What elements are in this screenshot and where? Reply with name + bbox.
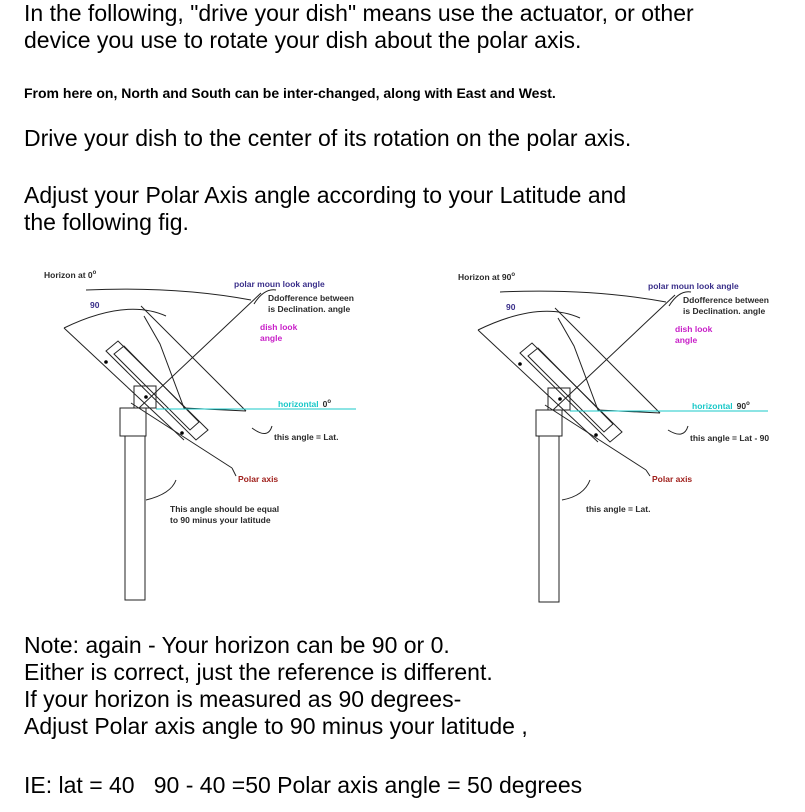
line-polar-left — [478, 330, 598, 442]
dot-3 — [104, 360, 108, 364]
mount-pole — [539, 436, 559, 602]
line-moun — [553, 295, 675, 410]
dot-2 — [180, 431, 184, 435]
note-line-2: Either is correct, just the reference is different. — [24, 659, 493, 685]
intro-paragraph — [24, 0, 694, 54]
polar-axis-label: Polar axis — [652, 474, 693, 484]
horizon-label: Horizon at 90$^o$ — [458, 272, 516, 282]
ninety-label: 90 — [506, 302, 516, 312]
dish-look-line-2: angle — [675, 335, 698, 345]
polar-moun-label: polar moun look angle — [234, 279, 325, 289]
difference-line-1: Ddofference between — [268, 293, 354, 303]
note-line-3: If your horizon is measured as 90 degrees- — [24, 686, 462, 712]
figure-horizon-0 — [36, 258, 376, 608]
polar-axis-label: Polar axis — [238, 474, 279, 484]
adjust-paragraph — [24, 182, 626, 236]
figure-horizon-90 — [450, 258, 795, 608]
mount-pole — [125, 436, 145, 600]
adjust-line-2: the following fig. — [24, 209, 189, 235]
dot-1 — [144, 395, 148, 399]
bold-note: From here on, North and South can be inter-changed, along with East and West. — [24, 85, 556, 101]
cone-left — [558, 318, 660, 413]
angle-pointer — [668, 426, 688, 434]
arc-ninety — [64, 309, 166, 328]
arc-top — [86, 289, 251, 300]
cone-left — [144, 316, 246, 411]
equal-note-line-1: This angle should be equal — [170, 504, 280, 514]
difference-line-2: is Declination. angle — [268, 304, 351, 314]
mount-head — [120, 408, 146, 436]
dish-look-line-1: dish look — [675, 324, 713, 334]
line-moun — [139, 293, 261, 408]
note-block — [24, 632, 528, 740]
line-polar-axis — [545, 405, 646, 470]
dot-3 — [518, 362, 522, 366]
lower-pointer — [562, 480, 590, 500]
equal-note-line-2: to 90 minus your latitude — [170, 515, 271, 525]
horizontal-label: horizontal 0$^o$ — [278, 399, 332, 409]
intro-line-2: device you use to rotate your dish about the polar axis. — [24, 27, 582, 53]
dot-1 — [558, 397, 562, 401]
example-line: IE: lat = 40 90 - 40 =50 Polar axis angle = 50 degrees — [24, 772, 583, 798]
polar-pointer — [646, 470, 650, 476]
intro-line-1: In the following, "drive your dish" means use the actuator, or other — [24, 0, 694, 26]
line-polar-left — [64, 328, 184, 440]
lower-angle-note: this angle = Lat. — [586, 504, 651, 514]
note-line-1: Note: again - Your horizon can be 90 or 0. — [24, 632, 450, 658]
note-line-4: Adjust Polar axis angle to 90 minus your latitude , — [24, 713, 528, 739]
difference-line-2: is Declination. angle — [683, 306, 766, 316]
horizontal-label: horizontal 90$^o$ — [692, 401, 750, 411]
polar-moun-label: polar moun look angle — [648, 281, 739, 291]
adjust-line-1: Adjust your Polar Axis angle according to your Latitude and — [24, 182, 627, 208]
polar-pointer — [232, 468, 236, 476]
equal-note-pointer — [146, 480, 176, 500]
dish-look-line-1: dish look — [260, 322, 298, 332]
arc-top — [500, 291, 666, 302]
horizon-label: Horizon at 0$^o$ — [44, 270, 97, 280]
dot-2 — [594, 433, 598, 437]
ninety-label: 90 — [90, 300, 100, 310]
difference-line-1: Ddofference between — [683, 295, 769, 305]
arc-ninety — [478, 311, 580, 330]
angle-note: this angle = Lat - 90 — [690, 433, 770, 443]
drive-instruction: Drive your dish to the center of its rotation on the polar axis. — [24, 125, 632, 151]
dish-look-line-2: angle — [260, 333, 283, 343]
angle-note: this angle = Lat. — [274, 432, 339, 442]
angle-pointer — [252, 426, 272, 434]
